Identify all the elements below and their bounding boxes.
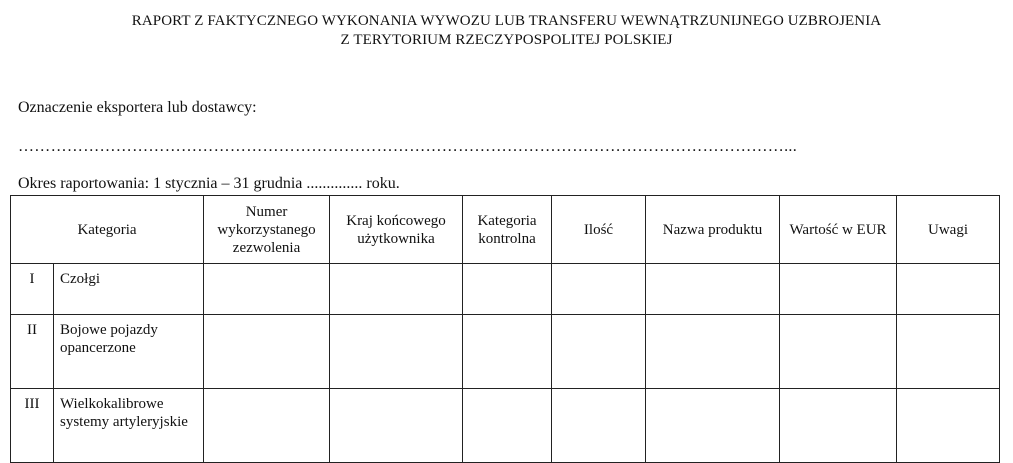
reporting-period: Okres raportowania: 1 stycznia – 31 grudnia .............. roku. [18,175,400,192]
cell-product-name[interactable] [646,315,780,389]
cell-notes[interactable] [897,315,1000,389]
table-row [11,315,1000,389]
cell-quantity[interactable] [552,315,646,389]
row-number: I [11,264,54,315]
cell-quantity[interactable] [552,264,646,315]
cell-value-eur[interactable] [780,264,897,315]
row-number: III [11,389,54,463]
cell-quantity[interactable] [552,389,646,463]
cell-permit-number[interactable] [204,315,330,389]
cell-value-eur[interactable] [780,389,897,463]
table-row [11,264,1000,315]
cell-permit-number[interactable] [204,389,330,463]
header-permit-number: Numer wykorzystanego zezwolenia [204,196,330,264]
header-category: Kategoria [11,196,204,264]
cell-value-eur[interactable] [780,315,897,389]
header-end-user-country: Kraj końcowego użytkownika [330,196,463,264]
exporter-fill-line[interactable]: ……………………………………………………………………………………………………………………………... [18,138,797,155]
header-notes: Uwagi [897,196,1000,264]
cell-end-user-country[interactable] [330,389,463,463]
cell-end-user-country[interactable] [330,315,463,389]
table-row [11,389,1000,463]
table-header-row [11,196,1000,264]
cell-end-user-country[interactable] [330,264,463,315]
cell-product-name[interactable] [646,389,780,463]
cell-permit-number[interactable] [204,264,330,315]
report-table [10,195,1000,463]
cell-control-category[interactable] [463,389,552,463]
row-category-name: Wielkokalibrowe systemy artyleryjskie [54,389,204,463]
exporter-label: Oznaczenie eksportera lub dostawcy: [18,99,257,116]
cell-control-category[interactable] [463,264,552,315]
cell-control-category[interactable] [463,315,552,389]
header-value-eur: Wartość w EUR [780,196,897,264]
report-title-line-2: Z TERYTORIUM RZECZYPOSPOLITEJ POLSKIEJ [340,32,673,48]
cell-notes[interactable] [897,264,1000,315]
row-number: II [11,315,54,389]
header-control-category: Kategoria kontrolna [463,196,552,264]
header-quantity: Ilość [552,196,646,264]
cell-notes[interactable] [897,389,1000,463]
row-category-name: Czołgi [54,264,204,315]
row-category-name: Bojowe pojazdy opancerzone [54,315,204,389]
report-title-line-1: RAPORT Z FAKTYCZNEGO WYKONANIA WYWOZU LUB TRANSFERU WEWNĄTRZUNIJNEGO UZBROJENIA [131,13,882,29]
cell-product-name[interactable] [646,264,780,315]
header-product-name: Nazwa produktu [646,196,780,264]
